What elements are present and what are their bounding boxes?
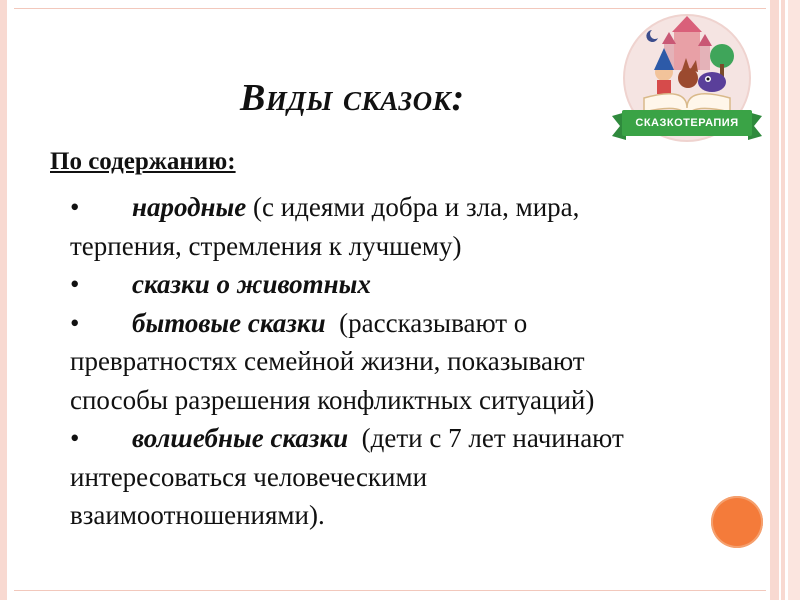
- orange-circle-decoration: [711, 496, 763, 548]
- item-continuation: способы разрешения конфликтных ситуаций): [70, 384, 595, 415]
- list-item: [70, 188, 750, 227]
- bullet-marker: •: [70, 423, 80, 453]
- bullet-list: [70, 188, 750, 535]
- item-term: сказки о животных: [132, 269, 371, 299]
- item-description: (дети с 7 лет начинают: [348, 423, 624, 453]
- item-description: (рассказывают о: [325, 307, 528, 338]
- item-continuation: терпения, стремления к лучшему): [70, 230, 462, 261]
- frame-bottom-line: [14, 590, 766, 591]
- item-description: (с идеями добра и зла, мира,: [246, 192, 580, 222]
- right-decor-stripe-thin: [781, 0, 785, 600]
- logo-banner-text: СКАЗКОТЕРАПИЯ: [635, 117, 739, 129]
- list-item: [70, 304, 750, 343]
- item-term: волшебные сказки: [132, 423, 349, 453]
- item-continuation: взаимоотношениями).: [70, 500, 325, 530]
- item-continuation: интересоваться человеческими: [70, 461, 428, 492]
- slide-title: Виды сказок:: [240, 77, 465, 119]
- right-decor-stripe-outer: [788, 0, 800, 600]
- bullet-marker: •: [70, 192, 80, 222]
- frame-top-line: [14, 8, 766, 9]
- right-decor-stripe: [770, 0, 779, 600]
- list-item: [70, 419, 750, 458]
- item-term: народные: [132, 192, 247, 222]
- item-term: бытовые сказки: [132, 307, 326, 338]
- left-decor-stripe: [0, 0, 7, 600]
- bullet-marker: •: [70, 269, 80, 299]
- bullet-marker: •: [70, 307, 80, 338]
- list-item: [70, 265, 750, 304]
- section-heading: По содержанию:: [50, 148, 236, 175]
- item-continuation: превратностях семейной жизни, показывают: [70, 346, 585, 376]
- fairy-tale-book-logo-icon: [612, 12, 762, 147]
